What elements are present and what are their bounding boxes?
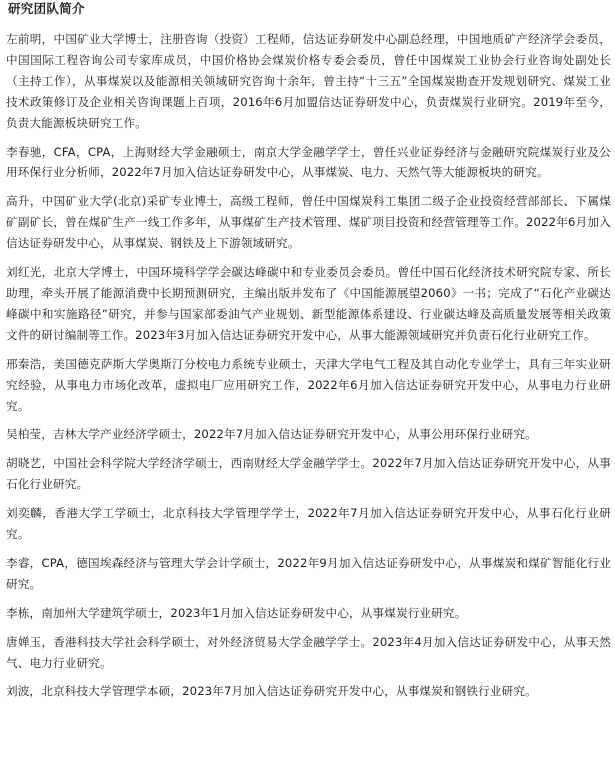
bio-paragraph-xing-qinhao: 邢秦浩，美国德克萨斯大学奥斯汀分校电力系统专业硕士，天津大学电气工程及其自动化专业学士，具有三年实业研究经验，从事电力市场化改革，虚拟电厂应用研究工作，2022年6月加入信达证券研究开发中心，从事电力行业研究。 (6, 356, 611, 413)
bio-paragraph-hu-xiaoyi: 胡晓艺，中国社会科学院大学经济学硕士，西南财经大学金融学学士。2022年7月加入信达证券研究开发中心，从事石化行业研究。 (6, 456, 611, 492)
section-title: 研究团队简介 (8, 1, 85, 16)
team-bio-list (6, 29, 611, 702)
bio-paragraph-gao-sheng: 高升，中国矿业大学(北京)采矿专业博士，高级工程师，曾任中国煤炭科工集团二级子企业投资经营部部长、下属煤矿副矿长，曾在煤矿生产一线工作多年，从事煤矿生产技术管理、煤矿项目投资和经营管理等工作。2022年6月加入信达证券研发中心，从事煤炭、钢铁及上下游领域研究。 (6, 194, 611, 251)
bio-paragraph-liu-yilin: 刘奕麟，香港大学工学硕士，北京科技大学管理学学士，2022年7月加入信达证券研究开发中心，从事石化行业研究。 (6, 506, 611, 542)
bio-paragraph-wu-baiying: 吴柏莹，吉林大学产业经济学硕士，2022年7月加入信达证券研究开发中心，从事公用环保行业研究。 (6, 427, 537, 442)
bio-paragraph-liu-hongguang: 刘红光，北京大学博士，中国环境科学学会碳达峰碳中和专业委员会委员。曾任中国石化经济技术研究院专家、所长助理，牵头开展了能源消费中长期预测研究，主编出版并发布了《中国能源展望2060》一书；完成了“石化产业碳达峰碳中和实施路径”研究，并参与国家部委油气产业规划、新型能源体系建设、行业碳达峰及高质量发展等相关政策文件的研讨编制等工作。2023年3月加入信达证券研究开发中心，从事大能源领域研究并负责石化行业研究工作。 (6, 265, 611, 342)
bio-paragraph-liu-bo: 刘波，北京科技大学管理学本硕，2023年7月加入信达证券研究开发中心，从事煤炭和钢铁行业研究。 (6, 684, 537, 699)
bio-paragraph-tang-chanyu: 唐婵玉，香港科技大学社会科学硕士，对外经济贸易大学金融学学士。2023年4月加入信达证券研发中心，从事天然气、电力行业研究。 (6, 634, 611, 670)
bio-paragraph-li-chunchi: 李春驰，CFA，CPA，上海财经大学金融硕士，南京大学金融学学士，曾任兴业证券经济与金融研究院煤炭行业及公用环保行业分析师，2022年7月加入信达证券研发中心，从事煤炭、电力、天然气等大能源板块的研究。 (6, 144, 611, 180)
bio-paragraph-li-dong: 李栋，南加州大学建筑学硕士，2023年1月加入信达证券研发中心，从事煤炭行业研究。 (6, 605, 467, 620)
bio-paragraph-li-rui: 李睿，CPA，德国埃森经济与管理大学会计学硕士，2022年9月加入信达证券研发中心，从事煤炭和煤矿智能化行业研究。 (6, 555, 611, 591)
bio-paragraph-zuo-qianming: 左前明，中国矿业大学博士，注册咨询（投资）工程师，信达证券研发中心副总经理，中国地质矿产经济学会委员，中国国际工程咨询公司专家库成员，中国价格协会煤炭价格专委会委员，曾任中国煤炭工业协会行业咨询处副处长（主持工作），从事煤炭以及能源相关领域研究咨询十余年，曾主持“十三五”全国煤炭勘查开发规划研究、煤炭工业技术政策修订及企业相关咨询课题上百项，2016年6月加盟信达证券研发中心，负责煤炭行业研究。2019年至今，负责大能源板块研究工作。 (6, 32, 611, 130)
